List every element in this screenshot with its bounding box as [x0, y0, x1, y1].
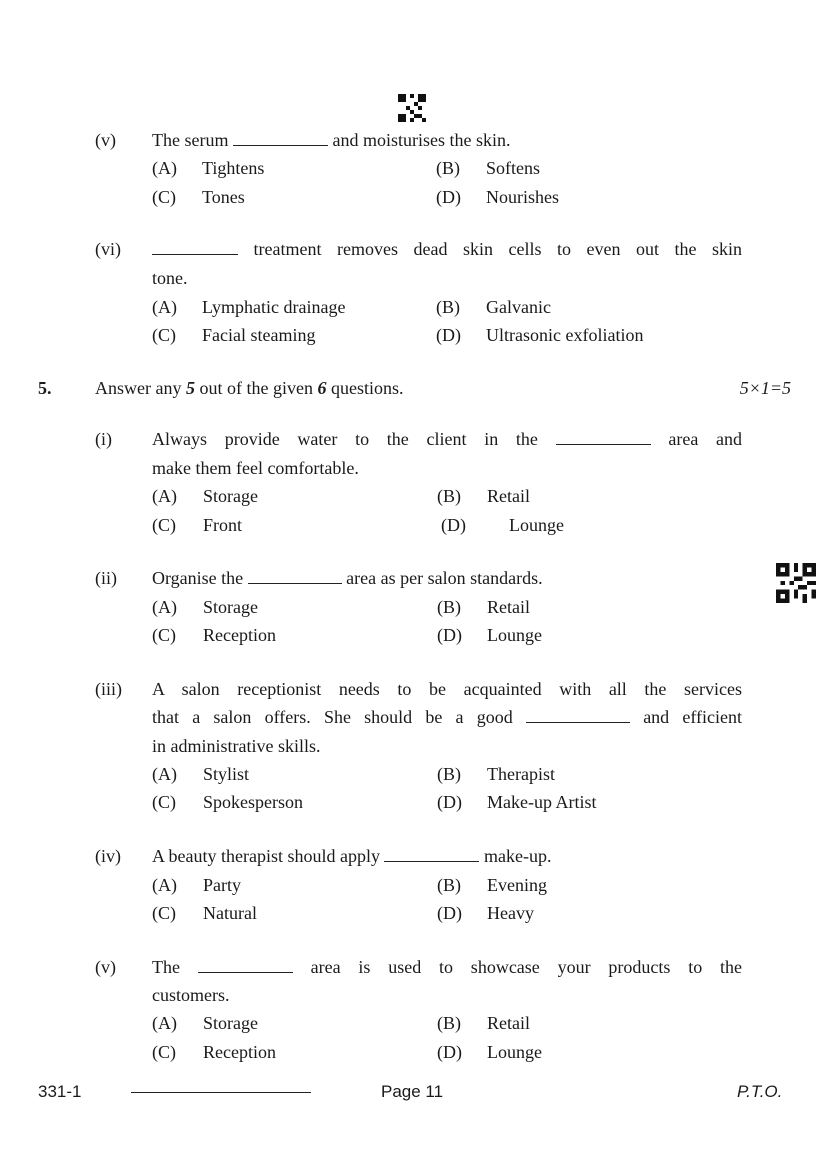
option-text: Nourishes	[486, 187, 559, 207]
option-text: Softens	[486, 158, 540, 178]
option-letter: (A)	[152, 486, 177, 506]
option-letter: (D)	[441, 515, 466, 535]
option-letter: (B)	[437, 875, 461, 895]
question-text-continued: tone.	[152, 268, 188, 288]
answer-blank	[556, 443, 651, 445]
question-number: (v)	[95, 130, 116, 150]
option-text: Galvanic	[486, 297, 551, 317]
question-text-after: treatment removes dead skin cells to even out the skin	[253, 239, 743, 259]
qr-code-side	[776, 563, 816, 603]
option-text: Storage	[203, 1013, 258, 1033]
option-letter: (A)	[152, 875, 177, 895]
answer-blank	[198, 971, 293, 973]
option-text: Natural	[203, 903, 257, 923]
instruction-text: out of the given	[199, 378, 313, 398]
question-text	[152, 130, 510, 151]
option-letter: (D)	[437, 792, 462, 812]
option-letter: (A)	[152, 297, 177, 317]
section-marks: 5×1=5	[739, 378, 791, 398]
option-text: Reception	[203, 1042, 276, 1062]
option-text: Retail	[487, 1013, 530, 1033]
option-letter: (D)	[436, 187, 461, 207]
question-text	[152, 429, 742, 450]
option-text: Retail	[487, 486, 530, 506]
question-text-after: make-up.	[483, 846, 552, 866]
question-text-after: area as per salon standards.	[346, 568, 543, 588]
question-text-after: and moisturises the skin.	[332, 130, 511, 150]
option-letter: (B)	[436, 297, 460, 317]
question-text	[152, 846, 551, 867]
option-text: Therapist	[487, 764, 555, 784]
question-text-continued: make them feel comfortable.	[152, 458, 359, 478]
question-text-after: area and	[668, 429, 743, 449]
option-text: Lounge	[487, 1042, 542, 1062]
question-text	[152, 707, 742, 728]
question-text	[152, 239, 742, 260]
option-letter: (D)	[437, 903, 462, 923]
question-text-line: A salon receptionist needs to be acquainted with all the services	[152, 679, 742, 699]
question-text-before: The serum	[152, 130, 229, 150]
option-letter: (A)	[152, 158, 177, 178]
instruction-text: Answer any	[95, 378, 182, 398]
option-letter: (B)	[437, 486, 461, 506]
pto-label: P.T.O.	[737, 1082, 783, 1101]
option-text: Storage	[203, 486, 258, 506]
option-letter: (B)	[437, 764, 461, 784]
footer-rule	[131, 1092, 311, 1093]
option-letter: (C)	[152, 1042, 176, 1062]
question-text-before: Organise the	[152, 568, 244, 588]
question-text	[152, 568, 543, 589]
option-letter: (A)	[152, 597, 177, 617]
option-letter: (C)	[152, 903, 176, 923]
question-text	[152, 957, 742, 978]
option-letter: (C)	[152, 792, 176, 812]
answer-blank	[152, 253, 238, 255]
question-text-continued: in administrative skills.	[152, 736, 321, 756]
question-text-before: The	[152, 957, 180, 977]
option-text: Tightens	[202, 158, 265, 178]
section-instruction	[95, 378, 403, 399]
option-letter: (B)	[437, 1013, 461, 1033]
option-text: Facial steaming	[202, 325, 316, 345]
page-number: Page 11	[381, 1082, 444, 1101]
instruction-count: 5	[185, 378, 195, 398]
option-letter: (C)	[152, 515, 176, 535]
option-text: Lounge	[509, 515, 564, 535]
option-letter: (C)	[152, 625, 176, 645]
option-text: Ultrasonic exfoliation	[486, 325, 644, 345]
question-text-before: A beauty therapist should apply	[152, 846, 380, 866]
option-letter: (A)	[152, 764, 177, 784]
instruction-count: 6	[317, 378, 327, 398]
option-text: Heavy	[487, 903, 534, 923]
option-text: Party	[203, 875, 241, 895]
option-letter: (B)	[436, 158, 460, 178]
question-number: (i)	[95, 429, 112, 449]
option-letter: (D)	[437, 625, 462, 645]
option-text: Evening	[487, 875, 547, 895]
option-text: Retail	[487, 597, 530, 617]
answer-blank	[526, 721, 630, 723]
answer-blank	[233, 144, 328, 146]
question-text-after: area is used to showcase your products to the	[310, 957, 742, 977]
answer-blank	[384, 860, 479, 862]
option-text: Spokesperson	[203, 792, 303, 812]
question-number: (iii)	[95, 679, 122, 699]
option-text: Stylist	[203, 764, 250, 784]
paper-code: 331-1	[38, 1082, 82, 1101]
option-text: Storage	[203, 597, 258, 617]
option-text: Reception	[203, 625, 276, 645]
answer-blank	[248, 582, 342, 584]
question-number: (vi)	[95, 239, 121, 259]
option-letter: (B)	[437, 597, 461, 617]
qr-code-top	[398, 94, 426, 122]
question-number: (v)	[95, 957, 116, 977]
question-text-after: and efficient	[643, 707, 743, 727]
option-text: Make-up Artist	[487, 792, 597, 812]
question-text-before: that a salon offers. She should be a good	[152, 707, 513, 727]
option-text: Lounge	[487, 625, 542, 645]
option-letter: (D)	[437, 1042, 462, 1062]
question-number: (iv)	[95, 846, 121, 866]
option-text: Front	[203, 515, 243, 535]
question-text-before: Always provide water to the client in the	[152, 429, 538, 449]
option-text: Lymphatic drainage	[202, 297, 346, 317]
section-number: 5.	[38, 378, 52, 398]
instruction-text: questions.	[330, 378, 404, 398]
question-text-continued: customers.	[152, 985, 230, 1005]
option-letter: (A)	[152, 1013, 177, 1033]
option-letter: (C)	[152, 325, 176, 345]
question-number: (ii)	[95, 568, 117, 588]
option-letter: (D)	[436, 325, 461, 345]
option-letter: (C)	[152, 187, 176, 207]
option-text: Tones	[202, 187, 245, 207]
